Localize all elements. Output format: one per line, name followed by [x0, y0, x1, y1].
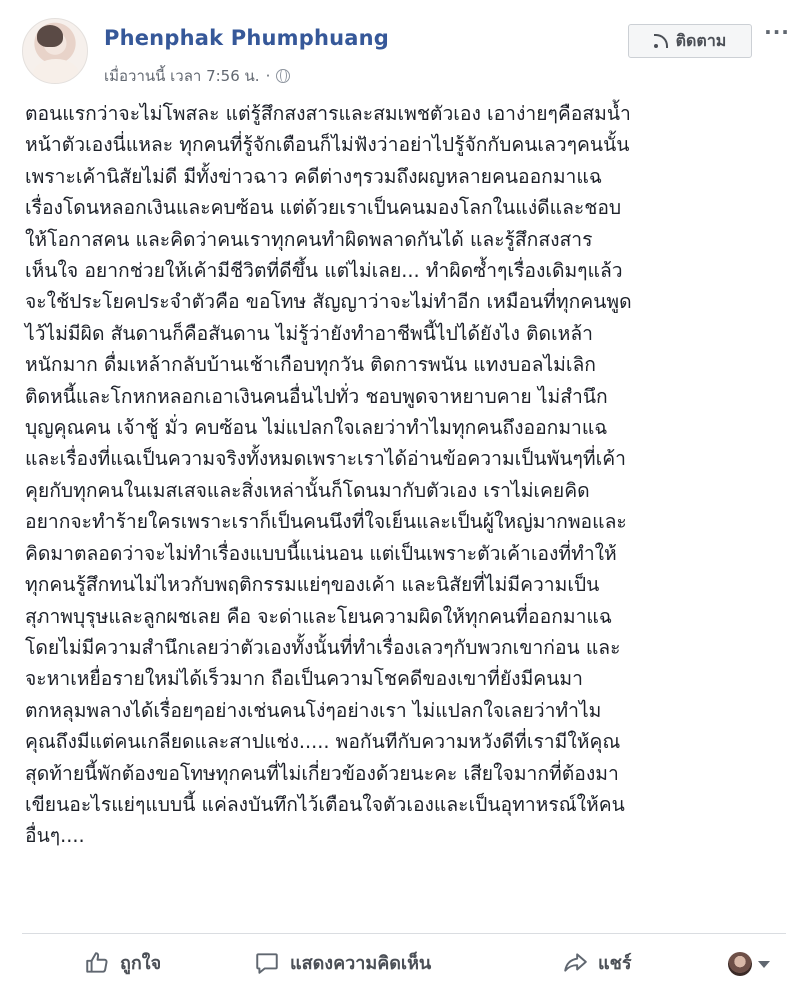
speech-bubble-icon [254, 950, 280, 976]
post-line: ทุกคนรู้สึกทนไม่ไหวกับพฤติกรรมแย่ๆของเค้า และนิสัยที่ไม่มีความเป็น [25, 573, 600, 597]
audience-selector[interactable] [728, 952, 770, 976]
author-avatar[interactable] [22, 18, 88, 84]
post-line: เห็นใจ อยากช่วยให้เค้ามีชีวิตที่ดีขึ้น แต่ไม่เลย... ทำผิดซ้ำๆเรื่องเดิมๆแล้ว [25, 259, 623, 283]
author-name[interactable]: Phenphak Phumphuang [104, 26, 390, 50]
post-line: ตกหลุมพลางได้เรื่อยๆอย่างเช่นคนโง่ๆอย่างเรา ไม่แปลกใจเลยว่าทำไม [25, 698, 602, 722]
post-line: บุญคุณคน เจ้าชู้ มั่ว คบซ้อน ไม่แปลกใจเลยว่าทำไมทุกคนถึงออกมาแฉ [25, 416, 608, 440]
post-line: จะใช้ประโยคประจำตัวคือ ขอโทษ สัญญาว่าจะไม่ทำอีก เหมือนที่ทุกคนพูด [25, 290, 632, 314]
avatar-figure [33, 59, 79, 84]
post-line: และเรื่องที่แฉเป็นความจริงทั้งหมดเพราะเราได้อ่านข้อความเป็นพันๆที่เค้า [25, 447, 626, 471]
post-line: ติดหนี้และโกหกหลอกเอาเงินคนอื่นไปทั่ว ชอบพูดจาหยาบคาย ไม่สำนึก [25, 384, 608, 408]
comment-button[interactable] [254, 948, 431, 977]
post-meta [104, 64, 290, 88]
post-line: ให้โอกาสคน และคิดว่าคนเราทุกคนทำผิดพลาดกันได้ และรู้สึกสงสาร [25, 227, 593, 251]
follow-label: ติดตาม [675, 30, 727, 50]
like-button[interactable] [84, 948, 161, 977]
post-timestamp[interactable]: เมื่อวานนี้ เวลา 7:56 น. [104, 67, 260, 85]
meta-separator: · [265, 67, 271, 85]
post-line: เขียนอะไรแย่ๆแบบนี้ แค่ลงบันทึกไว้เตือนใจตัวเองและเป็นอุทาหรณ์ให้คน [25, 792, 625, 816]
post-line: คุณถึงมีแต่คนเกลียดและสาปแช่ง..... พอกันทีกับความหวังดีที่เรามีให้คุณ [25, 730, 621, 754]
avatar-hair [37, 25, 63, 47]
like-label: ถูกใจ [120, 953, 162, 974]
post-line: สุดท้ายนี้พักต้องขอโทษทุกคนที่ไม่เกี่ยวข้องด้วยนะคะ เสียใจมากที่ต้องมา [25, 761, 619, 785]
post-line: เรื่องโดนหลอกเงินและคบซ้อน แต่ด้วยเราเป็นคนมองโลกในแง่ดีและชอบ [25, 196, 622, 220]
rss-icon [654, 34, 668, 48]
share-arrow-icon [562, 950, 588, 976]
post-line: โดยไม่มีความสำนึกเลยว่าตัวเองทั้งนั้นที่ทำเรื่องเลวๆกับพวกเขาก่อน และ [25, 635, 621, 659]
share-label: แชร์ [598, 953, 632, 974]
more-options-button[interactable]: ··· [764, 20, 790, 44]
post-actions [0, 944, 800, 988]
comment-label: แสดงความคิดเห็น [290, 953, 432, 974]
viewer-avatar [728, 952, 752, 976]
thumbs-up-icon [84, 950, 110, 976]
post-line: จะหาเหยื่อรายใหม่ได้เร็วมาก ถือเป็นความโชคดีของเขาที่ยังมีคนมา [25, 667, 583, 691]
globe-icon[interactable] [276, 69, 290, 83]
post-content [25, 98, 790, 852]
share-button[interactable] [562, 948, 632, 977]
follow-button[interactable] [628, 24, 752, 58]
post-line: หนักมาก ดื่มเหล้ากลับบ้านเช้าเกือบทุกวัน ติดการพนัน แทงบอลไม่เลิก [25, 353, 596, 377]
post-line: หน้าตัวเองนี่แหละ ทุกคนที่รู้จักเตือนก็ไม่ฟังว่าอย่าไปรู้จักกับคนเลวๆคนนั้น [25, 133, 630, 157]
action-divider [22, 933, 786, 934]
post-line: คุยกับทุกคนในเมสเสจและสิ่งเหล่านั้นก็โดนมากับตัวเอง เราไม่เคยคิด [25, 478, 590, 502]
post-line: คิดมาตลอดว่าจะไม่ทำเรื่องแบบนี้แน่นอน แต่เป็นเพราะตัวเค้าเองที่ทำให้ [25, 541, 617, 565]
post-line: เพราะเค้านิสัยไม่ดี มีทั้งข่าวฉาว คดีต่างๆรวมถึงผญหลายคนออกมาแฉ [25, 164, 602, 188]
chevron-down-icon [758, 961, 770, 968]
post-line: ตอนแรกว่าจะไม่โพสละ แต่รู้สึกสงสารและสมเพชตัวเอง เอาง่ายๆคือสมน้ำ [25, 102, 631, 125]
post-line: สุภาพบุรุษและลูกผชเลย คือ จะด่าและโยนความผิดให้ทุกคนที่ออกมาแฉ [25, 604, 612, 628]
post-line: อยากจะทำร้ายใครเพราะเราก็เป็นคนนึงที่ใจเย็นและเป็นผู้ใหญ่มากพอและ [25, 510, 627, 534]
post-line: อื่นๆ.... [25, 824, 85, 848]
post-line: ไว้ไม่มีผิด สันดานก็คือสันดาน ไม่รู้ว่ายังทำอาชีพนี้ไปได้ยังไง ติดเหล้า [25, 321, 593, 345]
